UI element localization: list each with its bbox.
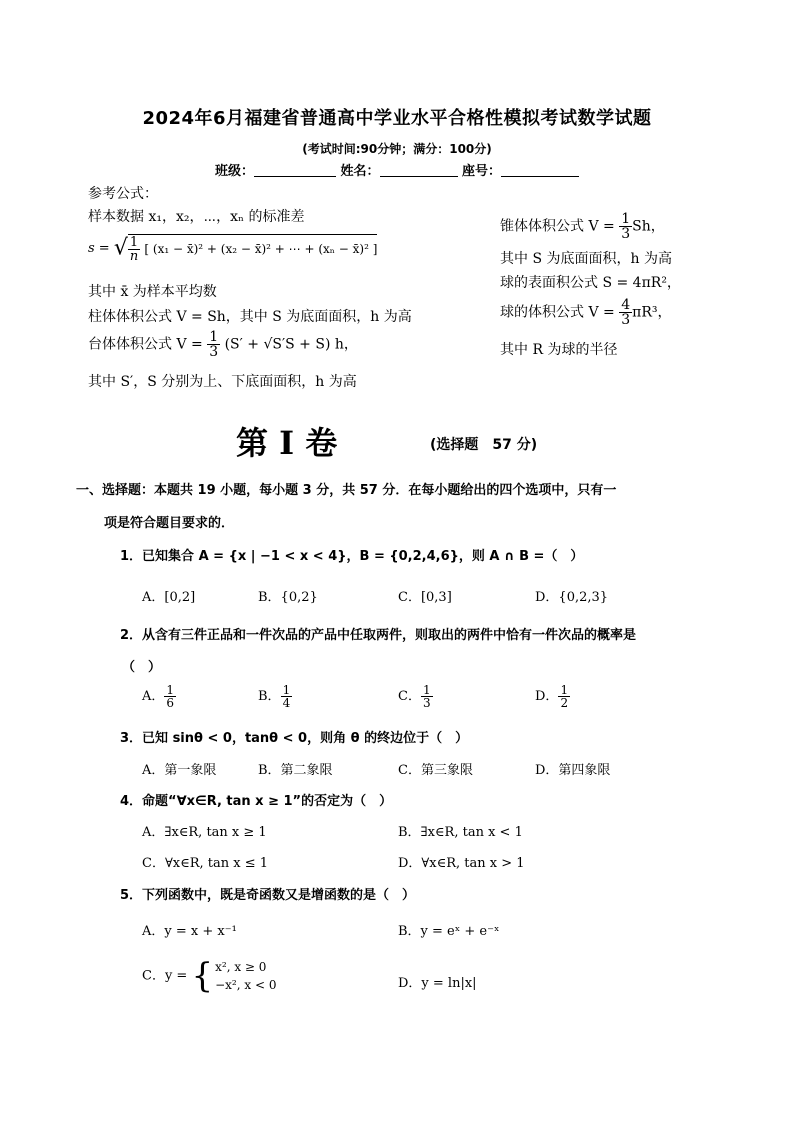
q5c-prefix: y = (164, 968, 188, 984)
sphere-vol-lhs: 球的体积公式 V = (500, 304, 615, 321)
q3-option-c[interactable]: C．第三象限 (398, 763, 473, 778)
q1-option-a[interactable]: A．[0,2] (142, 590, 196, 605)
question-4-stem: 4．命题“∀x∈R, tan x ≥ 1”的否定为（ ） (120, 794, 393, 809)
q5-option-c[interactable]: C．y = { x², x ≥ 0 −x², x < 0 (142, 956, 277, 996)
q2-option-a[interactable]: A． $\frac{1}{6}$ (142, 683, 175, 710)
question-1-stem: 1．已知集合 A = {x | −1 < x < 4}，B = {0,2,4,6}，则 A ∩ B =（ ） (120, 549, 584, 564)
std-frac: $\frac{1}{n}$ (129, 235, 139, 264)
question-5-stem: 5．下列函数中，既是奇函数又是增函数的是（ ） (120, 888, 416, 903)
q4-option-d[interactable]: D．∀x∈R, tan x > 1 (398, 856, 525, 871)
q2-option-c[interactable]: C． $\frac{1}{3}$ (398, 683, 431, 710)
cone-lhs: 锥体体积公式 V = (500, 218, 615, 235)
cone-formula (500, 212, 665, 241)
section-title: 第 I 卷 (236, 424, 338, 462)
name-label: 姓名： (340, 164, 380, 179)
name-blank[interactable] (380, 163, 458, 177)
sphere-frac: $\frac{4}{3}$ (621, 297, 631, 328)
frustum-rhs: (S′ + √S′S + S) h， (224, 336, 358, 353)
q4-option-b[interactable]: B．∃x∈R, tan x < 1 (398, 825, 523, 840)
frustum-frac: $\frac{1}{3}$ (209, 329, 219, 360)
prism-formula: 柱体体积公式 V = Sh，其中 S 为底面面积，h 为高 (88, 309, 412, 325)
formula-heading: 参考公式： (88, 186, 158, 202)
q5-option-a[interactable]: A．y = x + x⁻¹ (142, 924, 237, 939)
question-2-stem-cont: （ ） (122, 660, 162, 675)
q4-option-a[interactable]: A．∃x∈R, tan x ≥ 1 (142, 825, 267, 840)
q5-option-b[interactable]: B．y = eˣ + e⁻ˣ (398, 924, 500, 939)
cone-note: 其中 S 为底面面积，h 为高 (500, 251, 672, 267)
left-brace: { (191, 956, 214, 996)
question-3-stem: 3．已知 sinθ < 0，tanθ < 0，则角 θ 的终边位于（ ） (120, 731, 469, 746)
exam-info: (考试时间:90分钟；满分：100分) (302, 142, 492, 156)
mean-note: 其中 x̄ 为样本平均数 (88, 284, 217, 300)
part-instructions-line2: 项是符合题目要求的． (104, 516, 235, 531)
frustum-note: 其中 S′，S 分别为上、下底面面积，h 为高 (88, 374, 357, 390)
cone-rhs: Sh， (632, 218, 665, 235)
q1-option-b[interactable]: B．{0,2} (258, 590, 318, 605)
std-body: [ (x₁ − x̄)² + (x₂ − x̄)² + ⋯ + (xₙ − x̄)² ] (144, 242, 378, 256)
student-info-line (0, 160, 794, 179)
q2-option-b[interactable]: B． $\frac{1}{4}$ (258, 683, 291, 710)
exam-title: 2024年6月福建省普通高中学业水平合格性模拟考试数学试题 (142, 108, 652, 129)
q1-option-c[interactable]: C．[0,3] (398, 590, 452, 605)
q3-option-a[interactable]: A．第一象限 (142, 763, 217, 778)
cone-frac: $\frac{1}{3}$ (621, 211, 631, 242)
q3-option-b[interactable]: B．第二象限 (258, 763, 333, 778)
sphere-vol-rhs: πR³， (632, 304, 672, 321)
std-lhs: s = (88, 241, 110, 256)
frustum-lhs: 台体体积公式 V = (88, 336, 203, 353)
std-line: 样本数据 x₁，x₂，⋯，xₙ 的标准差 (88, 209, 305, 225)
sqrt-sign: √ (113, 235, 128, 261)
sphere-volume (500, 298, 671, 327)
part-instructions-line1: 一、选择题：本题共 19 小题，每小题 3 分，共 57 分．在每小题给出的四个选项中，只有一 (76, 483, 617, 498)
sphere-note: 其中 R 为球的半径 (500, 342, 618, 358)
class-label: 班级： (214, 164, 254, 179)
q2-option-d[interactable]: D． $\frac{1}{2}$ (535, 683, 569, 710)
std-formula (88, 234, 377, 263)
q3-option-d[interactable]: D．第四象限 (535, 763, 611, 778)
q4-option-c[interactable]: C．∀x∈R, tan x ≤ 1 (142, 856, 269, 871)
class-blank[interactable] (254, 163, 336, 177)
frustum-formula (88, 330, 358, 359)
seat-label: 座号： (462, 164, 502, 179)
section-note: (选择题 57 分) (430, 437, 538, 453)
q5-option-d[interactable]: D．y = ln|x| (398, 976, 477, 991)
question-2-stem: 2．从含有三件正品和一件次品的产品中任取两件，则取出的两件中恰有一件次品的概率是 (120, 628, 637, 643)
q1-option-d[interactable]: D．{0,2,3} (535, 590, 609, 605)
sphere-surface: 球的表面积公式 S = 4πR²， (500, 275, 681, 291)
piecewise-cases: x², x ≥ 0 −x², x < 0 (215, 960, 277, 992)
seat-blank[interactable] (501, 163, 579, 177)
